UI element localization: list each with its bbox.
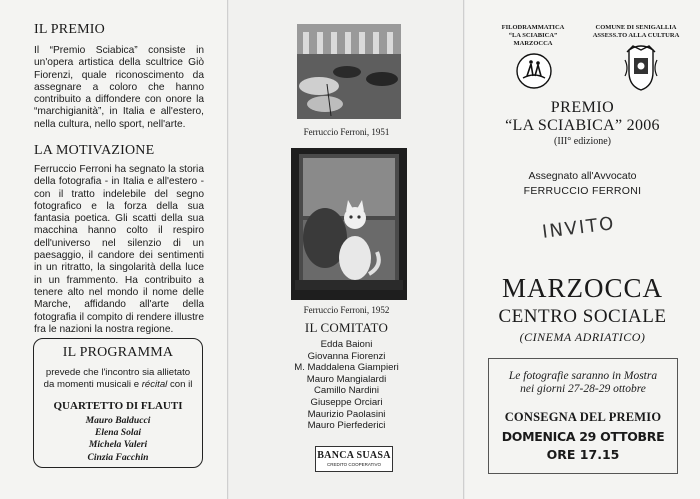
recipient-name: FERRUCCIO FERRONI (523, 185, 642, 197)
place-name: MARZOCCA (501, 273, 664, 303)
place-venue: CENTRO SOCIALE (498, 306, 667, 327)
member: Mauro Balducci (85, 415, 151, 426)
photo-cat (291, 148, 407, 300)
event-time: ORE 17.15 (546, 447, 620, 462)
comitato-member: Giuseppe Orciari (310, 396, 383, 408)
programma-text: prevede che l'incontro sia allietato da momenti musicali e récital con il (43, 367, 193, 390)
edition: (III° edizione) (553, 136, 612, 147)
comitato-member: Mauro Mangialardi (306, 373, 387, 385)
premio-heading: IL PREMIO (34, 22, 105, 37)
org2-name: COMUNE DI SENIGALLIA ASSESS.TO ALLA CULTURA (592, 24, 680, 39)
ensemble-members (34, 415, 202, 464)
event-date: DOMENICA 29 OTTOBRE (501, 429, 665, 444)
photo-umbrellas (297, 24, 401, 119)
sponsor-name: BANCA SUASA (317, 450, 391, 461)
mostra-text: Le fotografie saranno in Mostra nei giorni 27-28-29 ottobre (508, 370, 658, 395)
ensemble-name: QUARTETTO DI FLAUTI (53, 400, 183, 412)
programma-box (33, 338, 203, 468)
sponsor-logo (315, 446, 393, 472)
assegnato-label: Assegnato all'Avvocato (528, 170, 637, 182)
photo1-caption: Ferruccio Ferroni, 1951 (303, 127, 390, 137)
invito-stamp: INVITO (541, 213, 617, 243)
place-cinema: (CINEMA ADRIATICO) (519, 330, 646, 344)
consegna-label: CONSEGNA DEL PREMIO (504, 410, 662, 424)
member: Michela Valeri (88, 439, 148, 451)
premio-name: “LA SCIABICA” 2006 (505, 117, 660, 134)
comitato-member: Camillo Nardini (313, 385, 380, 397)
comitato-member: Mauro Pierfederici (307, 420, 386, 432)
sponsor-sub: CREDITO COOPERATIVO (326, 462, 382, 467)
premio-text: Il “Premio Sciabica” consiste in un'opera artistica della scultrice Giò Fiorenzi, quale riconoscimento da assegnare a coloro che hanno contribuito a diffondere con onore la “marchigianità”, in Italia e all'estero, nella cultura, nello sport, nell'arte. (34, 45, 204, 130)
coat-of-arms-icon (623, 42, 659, 97)
motivazione-heading: LA MOTIVAZIONE (34, 143, 155, 158)
comitato-heading: IL COMITATO (304, 320, 389, 335)
comitato-list (229, 339, 464, 432)
premio-title: PREMIO (550, 99, 615, 116)
comitato-member: Edda Baioni (320, 339, 373, 350)
comitato-member: Giovanna Fiorenzi (307, 350, 386, 362)
member: Cinzia Facchin (87, 451, 149, 463)
programma-heading: IL PROGRAMMA (62, 345, 174, 360)
org1-name: FILODRAMMATICA “LA SCIABICA” MARZOCCA (501, 24, 565, 47)
member: Elena Solai (94, 427, 142, 439)
motivazione-text: Ferruccio Ferroni ha segnato la storia della fotografia - in Italia e all'estero - con il tratto indelebile del segno fotografico e la forza della sua fantasia poetica. Gli scatti della sua macchina hanno colto il respiro dell'universo nel silenzio di un paesaggio, il candore dei sentimenti in un ritratto, la singolarità della luce in un frammento. Ha contribuito a tenere alto nel mondo il nome delle Marche, affidando all'arte della fotografia il compito di rendere illustre fra le nazioni la nostra regione. (34, 164, 204, 335)
comitato-member: Maurizio Paolasini (307, 408, 386, 420)
comitato-member: M. Maddalena Giampieri (294, 362, 399, 374)
event-box (488, 358, 678, 474)
right-panel (465, 0, 700, 499)
photo2-caption: Ferruccio Ferroni, 1952 (303, 305, 390, 315)
left-panel (0, 0, 228, 499)
middle-panel (229, 0, 464, 499)
sciabica-logo-icon (515, 52, 553, 95)
